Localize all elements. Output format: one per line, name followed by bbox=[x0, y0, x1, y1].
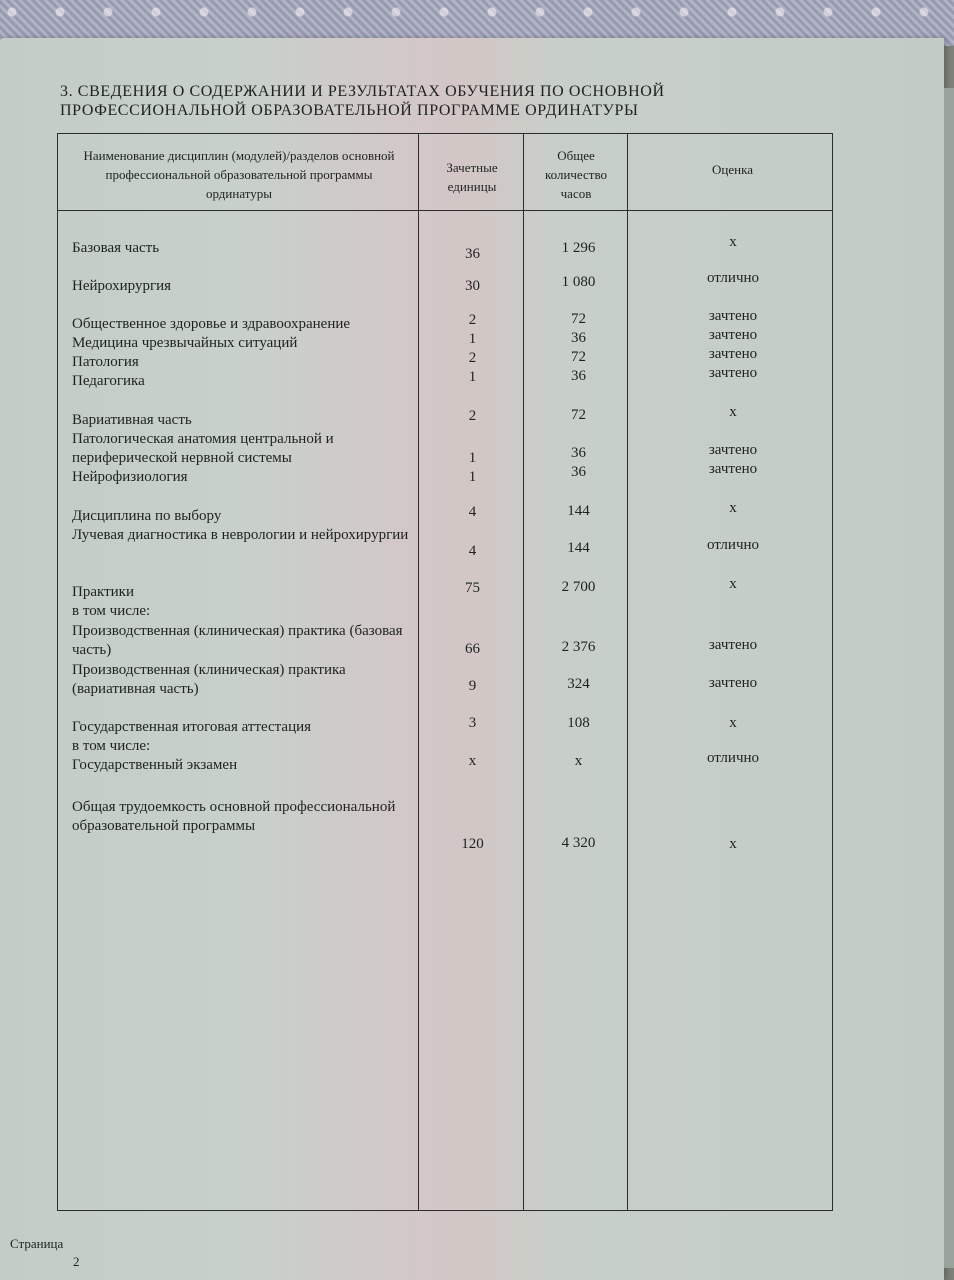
total-hours-cell: 4 320 bbox=[561, 835, 596, 851]
grade-cell: х bbox=[729, 404, 737, 420]
grade-cell: х bbox=[729, 715, 737, 731]
discipline-name: Общественное здоровье и здравоохранение bbox=[72, 316, 351, 332]
header-total-hours: Общее количество часов bbox=[544, 148, 608, 201]
credit-units-cell: 4 bbox=[468, 543, 477, 559]
grade-cell: отлично bbox=[706, 270, 760, 286]
next-page-edge bbox=[944, 88, 954, 1268]
grade-cell: зачтено bbox=[708, 637, 758, 653]
header-discipline: Наименование дисциплин (модулей)/разделов основной профессиональной образовательной программы ординатуры bbox=[83, 148, 395, 201]
credit-units-cell: 36 bbox=[465, 246, 480, 262]
total-hours-cell: 2 376 bbox=[561, 639, 596, 655]
total-hours-cell: 108 bbox=[567, 715, 590, 731]
section-heading-line-1: 3. СВЕДЕНИЯ О СОДЕРЖАНИИ И РЕЗУЛЬТАТАХ ОБУЧЕНИЯ ПО ОСНОВНОЙ bbox=[60, 83, 665, 100]
discipline-name: Вариативная часть bbox=[72, 412, 192, 428]
grade-cell: х bbox=[729, 576, 737, 592]
grade-cell: х bbox=[729, 234, 737, 250]
credit-units-cell: 3 bbox=[468, 715, 477, 731]
total-hours-cell: 36 bbox=[571, 330, 586, 346]
header-grade: Оценка bbox=[712, 162, 753, 177]
discipline-name: Государственная итоговая аттестация bbox=[72, 719, 312, 735]
credit-units-cell: х bbox=[468, 753, 477, 769]
page-number: 2 bbox=[73, 1254, 80, 1269]
page-label: Страница bbox=[10, 1236, 64, 1251]
total-hours-cell: 324 bbox=[567, 676, 590, 692]
credit-units-cell: 66 bbox=[465, 641, 480, 657]
total-hours-cell: 36 bbox=[571, 368, 586, 384]
total-hours-cell: 72 bbox=[571, 311, 586, 327]
total-hours-cell: 36 bbox=[571, 464, 586, 480]
credit-units-cell: 1 bbox=[468, 369, 477, 385]
discipline-name: Дисциплина по выбору bbox=[72, 508, 222, 524]
total-hours-cell: 1 080 bbox=[561, 274, 596, 290]
discipline-name: Педагогика bbox=[72, 373, 145, 389]
total-hours-cell: х bbox=[574, 753, 583, 769]
credit-units-cell: 75 bbox=[465, 580, 480, 596]
credit-units-cell: 1 bbox=[468, 331, 477, 347]
total-hours-cell: 1 296 bbox=[561, 240, 596, 256]
column-divider bbox=[627, 134, 628, 1210]
grade-cell: отлично bbox=[706, 537, 760, 553]
credit-units-cell: 2 bbox=[468, 350, 477, 366]
section-heading bbox=[60, 82, 820, 120]
discipline-name: Нейрофизиология bbox=[72, 469, 188, 485]
grade-cell: х bbox=[729, 836, 737, 852]
discipline-name: Базовая часть bbox=[72, 240, 160, 256]
discipline-name: в том числе: bbox=[72, 603, 151, 619]
discipline-name: Нейрохирургия bbox=[72, 278, 172, 294]
credit-units-cell: 120 bbox=[461, 836, 484, 852]
discipline-name: Лучевая диагностика в неврологии и нейрохирургии bbox=[72, 527, 409, 543]
results-table bbox=[57, 133, 833, 1211]
header-credit-units: Зачетные единицы bbox=[446, 160, 498, 194]
column-divider bbox=[418, 134, 419, 1210]
credit-units-cell: 9 bbox=[468, 678, 477, 694]
total-hours-cell: 36 bbox=[571, 445, 586, 461]
total-hours-cell: 2 700 bbox=[561, 579, 596, 595]
grade-cell: зачтено bbox=[708, 365, 758, 381]
grade-cell: зачтено bbox=[708, 308, 758, 324]
discipline-name: Практики bbox=[72, 584, 134, 600]
grade-cell: х bbox=[729, 500, 737, 516]
grade-cell: зачтено bbox=[708, 346, 758, 362]
grade-cell: зачтено bbox=[708, 675, 758, 691]
discipline-name: Патологическая анатомия центральной и периферической нервной системы bbox=[72, 431, 334, 466]
discipline-name: Патология bbox=[72, 354, 139, 370]
total-hours-cell: 72 bbox=[571, 349, 586, 365]
grade-cell: зачтено bbox=[708, 442, 758, 458]
total-hours-cell: 72 bbox=[571, 407, 586, 423]
discipline-name: Производственная (клиническая) практика (базовая часть) bbox=[72, 623, 403, 658]
discipline-name: Производственная (клиническая) практика (вариативная часть) bbox=[72, 662, 346, 697]
discipline-name: в том числе: bbox=[72, 738, 151, 754]
credit-units-cell: 2 bbox=[468, 408, 477, 424]
total-hours-cell: 144 bbox=[567, 503, 590, 519]
grade-cell: зачтено bbox=[708, 461, 758, 477]
discipline-name: Общая трудоемкость основной профессиональной образовательной программы bbox=[72, 799, 396, 834]
credit-units-cell: 2 bbox=[468, 312, 477, 328]
credit-units-cell: 4 bbox=[468, 504, 477, 520]
credit-units-cell: 30 bbox=[465, 278, 480, 294]
header-divider bbox=[58, 210, 832, 211]
section-heading-line-2: ПРОФЕССИОНАЛЬНОЙ ОБРАЗОВАТЕЛЬНОЙ ПРОГРАММЕ ОРДИНАТУРЫ bbox=[60, 102, 639, 119]
grade-cell: зачтено bbox=[708, 327, 758, 343]
credit-units-cell: 1 bbox=[468, 469, 477, 485]
discipline-name: Государственный экзамен bbox=[72, 757, 238, 773]
total-hours-cell: 144 bbox=[567, 540, 590, 556]
discipline-name: Медицина чрезвычайных ситуаций bbox=[72, 335, 298, 351]
credit-units-cell: 1 bbox=[468, 450, 477, 466]
grade-cell: отлично bbox=[706, 750, 760, 766]
